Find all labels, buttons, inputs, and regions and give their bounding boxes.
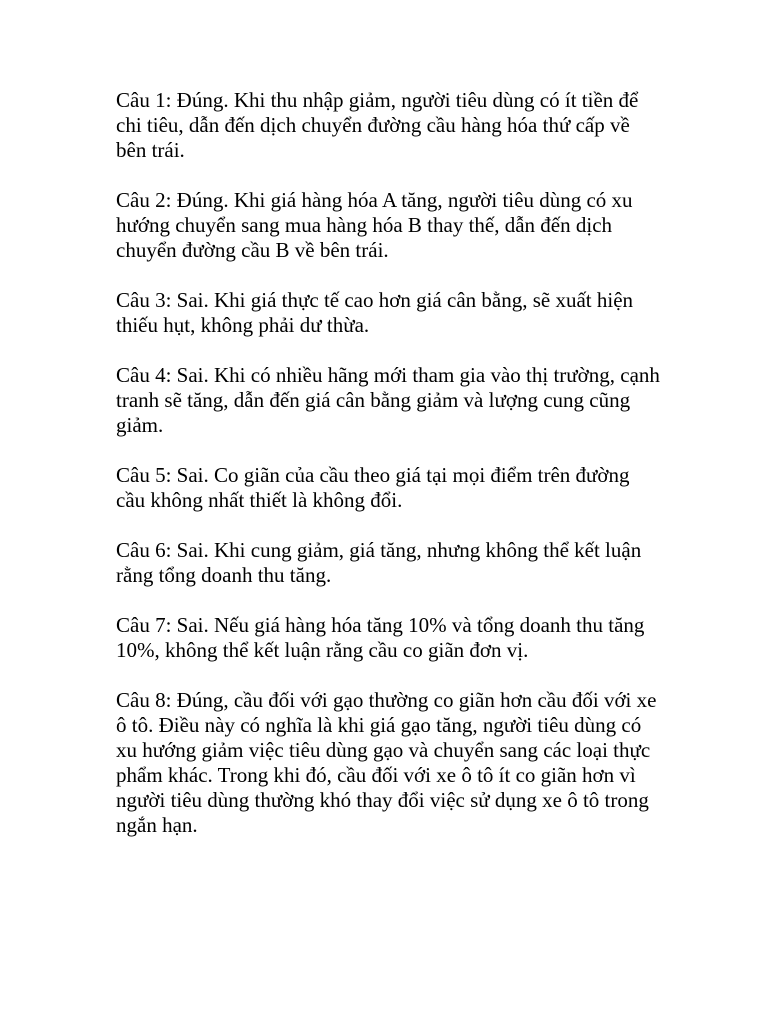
answer-paragraph-6: Câu 6: Sai. Khi cung giảm, giá tăng, nhưng không thể kết luận rằng tổng doanh thu tăng. [116,538,642,587]
answer-paragraph-8: Câu 8: Đúng, cầu đối với gạo thường co giãn hơn cầu đối với xe ô tô. Điều này có nghĩa là khi giá gạo tăng, người tiêu dùng có xu hướng giảm việc tiêu dùng gạo và chuyển sang các loại thực phẩm khác. Trong khi đó, cầu đối với xe ô tô ít co giãn hơn vì người tiêu dùng thường khó thay đổi việc sử dụng xe ô tô trong ngắn hạn. [116,688,657,837]
answer-paragraph-3: Câu 3: Sai. Khi giá thực tế cao hơn giá cân bằng, sẽ xuất hiện thiếu hụt, không phải dư thừa. [116,288,634,337]
answer-paragraph-5: Câu 5: Sai. Co giãn của cầu theo giá tại mọi điểm trên đường cầu không nhất thiết là không đổi. [116,463,630,512]
answer-paragraph-1: Câu 1: Đúng. Khi thu nhập giảm, người tiêu dùng có ít tiền để chi tiêu, dẫn đến dịch chuyển đường cầu hàng hóa thứ cấp về bên trái. [116,88,639,162]
answer-paragraph-4: Câu 4: Sai. Khi có nhiều hãng mới tham gia vào thị trường, cạnh tranh sẽ tăng, dẫn đến giá cân bằng giảm và lượng cung cũng giảm. [116,363,660,437]
document-body [116,88,661,863]
answer-paragraph-2: Câu 2: Đúng. Khi giá hàng hóa A tăng, người tiêu dùng có xu hướng chuyển sang mua hàng hóa B thay thế, dẫn đến dịch chuyển đường cầu B về bên trái. [116,188,633,262]
answer-paragraph-7: Câu 7: Sai. Nếu giá hàng hóa tăng 10% và tổng doanh thu tăng 10%, không thể kết luận rằng cầu co giãn đơn vị. [116,613,645,662]
